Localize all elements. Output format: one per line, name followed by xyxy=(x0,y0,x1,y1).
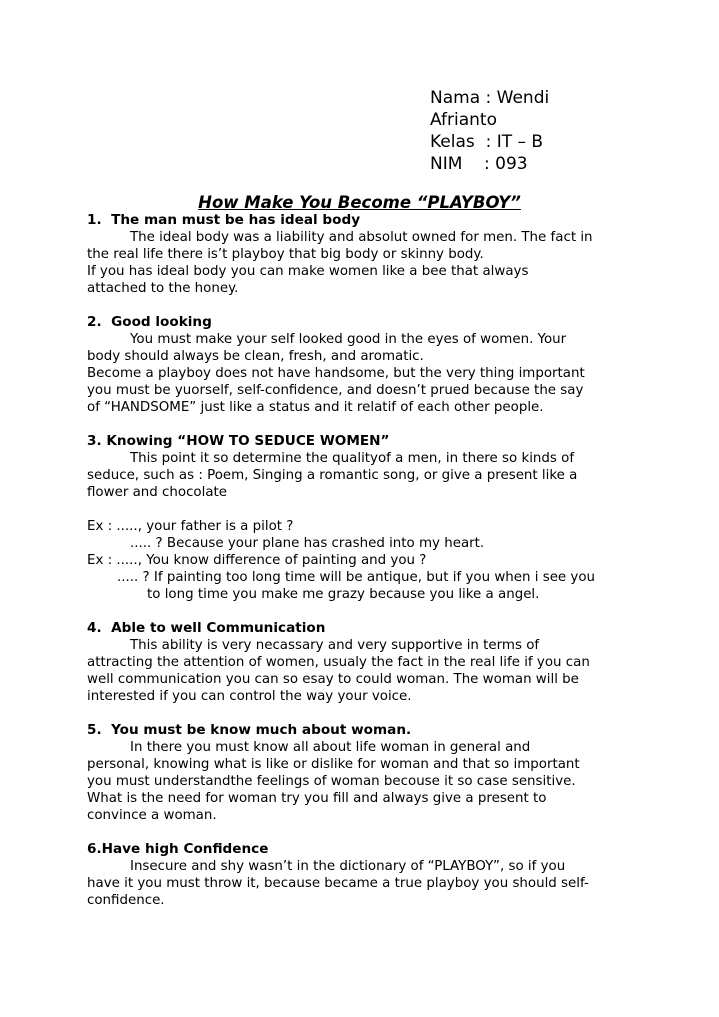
paragraph-line: Become a playboy does not have handsome, but the very thing important xyxy=(87,366,585,381)
paragraph-line: of “HANDSOME” just like a status and it relatif of each other people. xyxy=(87,400,544,415)
example-line: Ex : ....., You know difference of painting and you ? xyxy=(87,553,427,568)
example-line: to long time you make me grazy because you like a angel. xyxy=(147,587,540,602)
section-6-heading: 6.Have high Confidence xyxy=(87,841,269,857)
section-2-heading: 2. Good looking xyxy=(87,314,212,330)
nama-line: Nama : Wendi xyxy=(430,88,550,108)
document-title: How Make You Become “PLAYBOY” xyxy=(198,193,521,212)
example-line: ..... ? If painting too long time will be antique, but if you when i see you xyxy=(117,570,596,585)
student-info-block xyxy=(430,87,630,175)
kelas-line: Kelas : IT – B xyxy=(430,132,544,152)
paragraph-line: In there you must know all about life woman in general and xyxy=(130,740,531,755)
paragraph-line: interested if you can control the way your voice. xyxy=(87,689,412,704)
example-line: ..... ? Because your plane has crashed into my heart. xyxy=(130,536,485,551)
section-1-heading: 1. The man must be has ideal body xyxy=(87,212,361,228)
paragraph-line: This ability is very necassary and very supportive in terms of xyxy=(130,638,540,653)
paragraph-line: confidence. xyxy=(87,893,165,908)
section-3-heading: 3. Knowing “HOW TO SEDUCE WOMEN” xyxy=(87,433,390,449)
paragraph-line: body should always be clean, fresh, and aromatic. xyxy=(87,349,424,364)
paragraph-line: attracting the attention of women, usualy the fact in the real life if you can xyxy=(87,655,590,670)
nama-continuation: Afrianto xyxy=(430,110,497,130)
section-4-heading: 4. Able to well Communication xyxy=(87,620,326,636)
paragraph-line: The ideal body was a liability and absolut owned for men. The fact in xyxy=(130,230,593,245)
paragraph-line: flower and chocolate xyxy=(87,485,228,500)
paragraph-line: If you has ideal body you can make women like a bee that always xyxy=(87,264,529,279)
paragraph-line: the real life there is’t playboy that big body or skinny body. xyxy=(87,247,484,262)
paragraph-line: seduce, such as : Poem, Singing a romantic song, or give a present like a xyxy=(87,468,578,483)
nim-line: NIM : 093 xyxy=(430,154,528,174)
paragraph-line: What is the need for woman try you fill and always give a present to xyxy=(87,791,547,806)
paragraph-line: convince a woman. xyxy=(87,808,217,823)
paragraph-line: personal, knowing what is like or dislike for woman and that so important xyxy=(87,757,580,772)
paragraph-line: Insecure and shy wasn’t in the dictionary of “PLAYBOY”, so if you xyxy=(130,859,566,874)
paragraph-line: you must understandthe feelings of woman becouse it so case sensitive. xyxy=(87,774,576,789)
paragraph-line: attached to the honey. xyxy=(87,281,239,296)
paragraph-line: have it you must throw it, because became a true playboy you should self- xyxy=(87,876,589,891)
paragraph-line: you must be yuorself, self-confidence, and doesn’t prued because the say xyxy=(87,383,584,398)
section-5-heading: 5. You must be know much about woman. xyxy=(87,722,412,738)
document-body xyxy=(87,212,647,909)
paragraph-line: You must make your self looked good in the eyes of women. Your xyxy=(130,332,567,347)
paragraph-line: well communication you can so esay to could woman. The woman will be xyxy=(87,672,579,687)
example-line: Ex : ....., your father is a pilot ? xyxy=(87,519,294,534)
paragraph-line: This point it so determine the qualityof a men, in there so kinds of xyxy=(130,451,575,466)
